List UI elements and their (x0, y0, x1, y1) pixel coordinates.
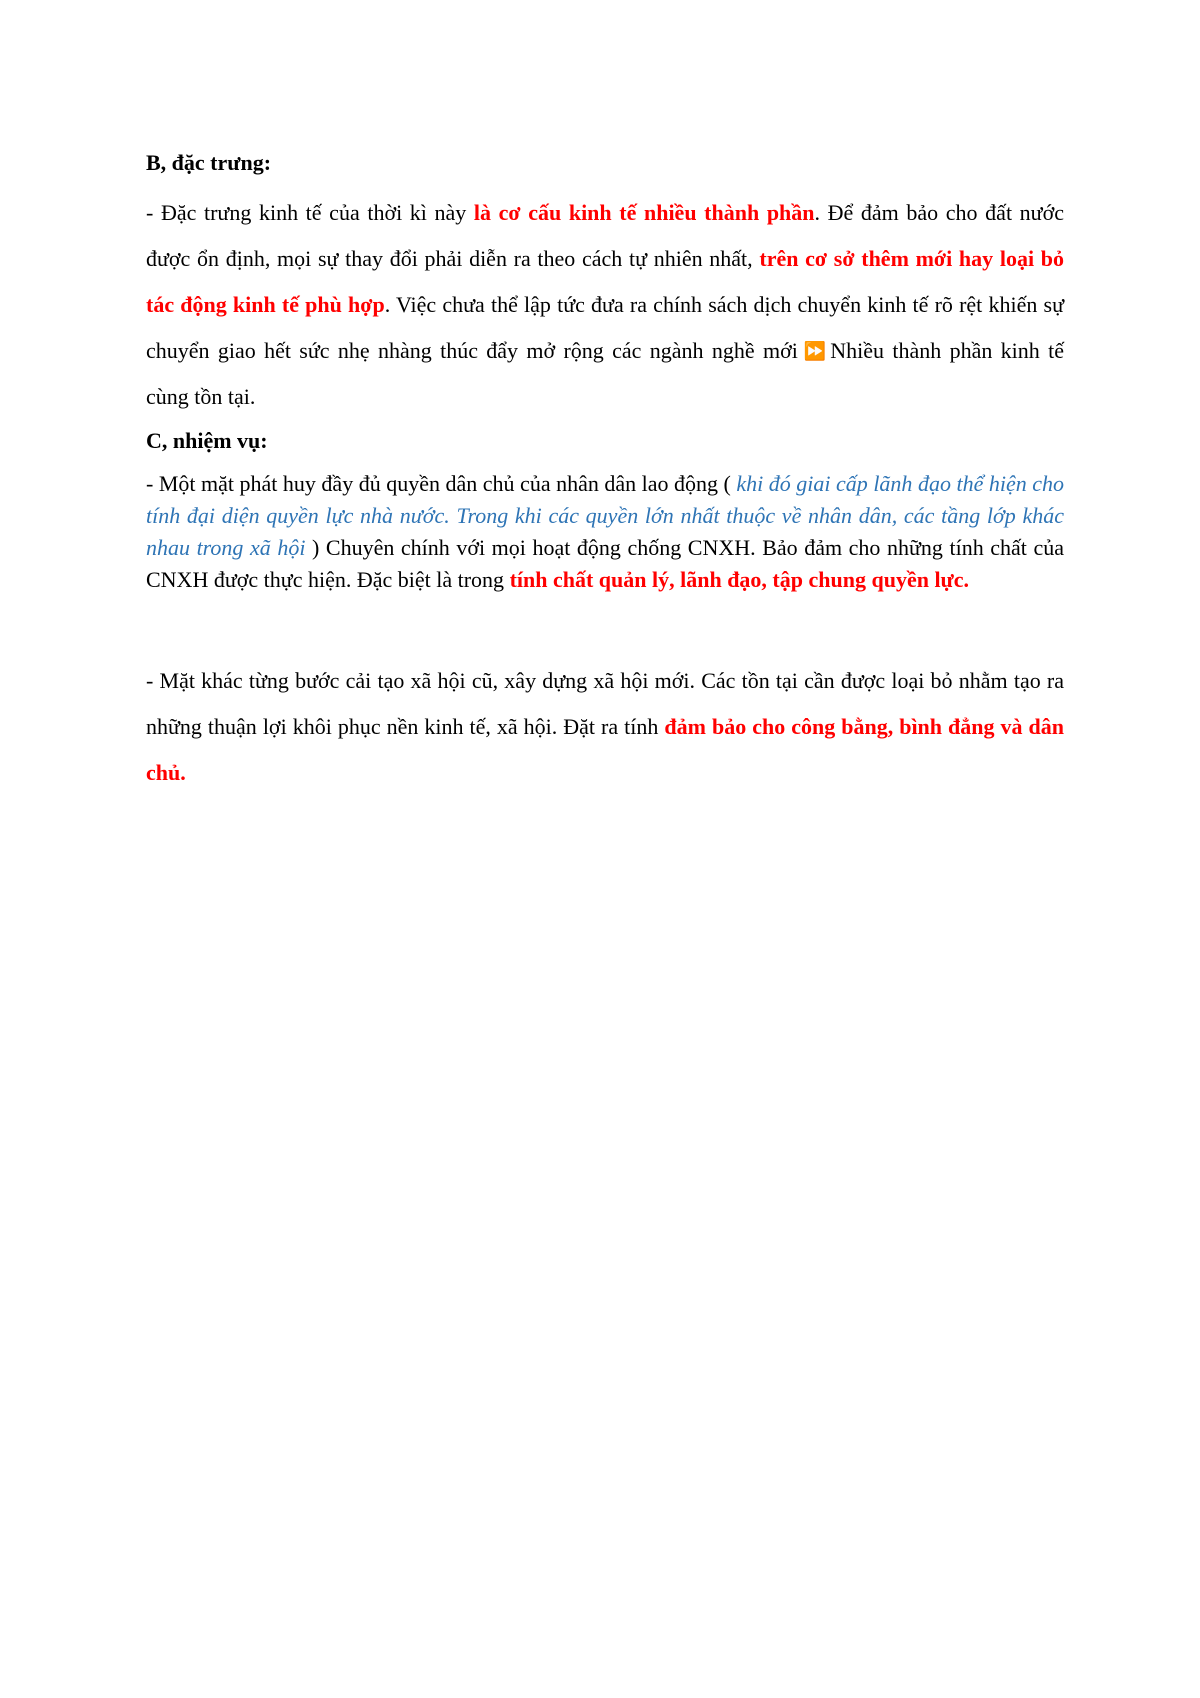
double-arrow-right-icon: ⏩ (803, 341, 827, 361)
paragraph-spacer (146, 602, 1064, 658)
document-body (146, 148, 1064, 802)
text-run: ) Chuyên chính với mọi hoạt động chống CNXH. Bảo đảm cho những tính chất của CNXH được thực hiện. Đặc biệt là trong (146, 535, 1064, 592)
section-c-heading: C, nhiệm vụ: (146, 428, 268, 453)
section-c-paragraph-1 (146, 468, 1064, 596)
red-emphasis: là cơ cấu kinh tế nhiều thành phần (473, 200, 815, 225)
red-emphasis: đảm bảo cho công bằng, bình đẳng và dân chủ. (146, 714, 1065, 785)
text-run: Nhiều thành phần kinh tế cùng tồn tại. (146, 338, 1064, 409)
section-c-paragraph-2 (146, 658, 1064, 796)
text-run: . Việc chưa thể lập tức đưa ra chính sách dịch chuyển kinh tế rõ rệt khiến sự chuyển giao hết sức nhẹ nhàng thúc đẩy mở rộng các ngành nghề mới (146, 292, 1064, 363)
blue-italic-note: khi đó giai cấp lãnh đạo thể hiện cho tính đại diện quyền lực nhà nước. Trong khi các quyền lớn nhất thuộc về nhân dân, các tầng lớp khác nhau trong xã hội (146, 471, 1065, 560)
text-run: - Một mặt phát huy đầy đủ quyền dân chủ của nhân dân lao động ( (146, 471, 737, 496)
red-emphasis: tính chất quản lý, lãnh đạo, tập chung quyền lực. (509, 567, 970, 592)
section-b-heading: B, đặc trưng: (146, 150, 272, 175)
section-b-paragraph (146, 190, 1064, 420)
text-run: . Để đảm bảo cho đất nước được ổn định, mọi sự thay đổi phải diễn ra theo cách tự nhiên nhất, (146, 200, 1064, 271)
text-run: - Mặt khác từng bước cải tạo xã hội cũ, xây dựng xã hội mới. Các tồn tại cần được loại bỏ nhằm tạo ra những thuận lợi khôi phục nền kinh tế, xã hội. Đặt ra tính (146, 668, 1064, 739)
text-run: - Đặc trưng kinh tế của thời kì này (146, 200, 474, 225)
red-emphasis: trên cơ sở thêm mới hay loại bỏ tác động kinh tế phù hợp (146, 246, 1064, 317)
